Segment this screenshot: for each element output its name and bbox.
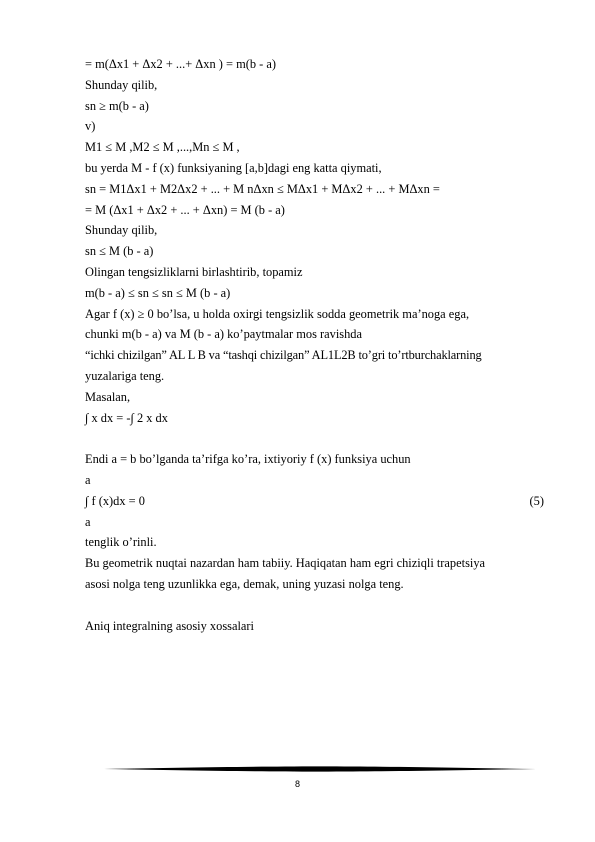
- text-line-25: Bu geometrik nuqtai nazardan ham tabiiy. Haqiqatan ham egri chiziqli trapetsiya: [85, 556, 486, 571]
- document-body: [85, 54, 550, 636]
- text-line-20: Endi a = b bo’lganda ta’rifga ko’ra, ixtiyoriy f (x) funksiya uchun: [85, 452, 411, 467]
- integral-lower-limit: a: [85, 514, 91, 529]
- text-line-8: = M (Δx1 + Δx2 + ... + Δxn) = M (b - a): [85, 202, 285, 217]
- blank-line-1: [85, 428, 550, 449]
- text-line-6: bu yerda M - f (x) funksiyaning [a,b]dagi eng katta qiymati,: [85, 160, 382, 175]
- blank-line-2: [85, 595, 550, 616]
- text-line-3: sn ≥ m(b - a): [85, 98, 149, 113]
- text-line-9: Shunday qilib,: [85, 223, 158, 238]
- text-line-16: yuzalariga teng.: [85, 368, 165, 383]
- text-line-12: m(b - a) ≤ sn ≤ sn ≤ M (b - a): [85, 285, 231, 300]
- equation-number: (5): [529, 493, 544, 508]
- text-line-11: Olingan tengsizliklarni birlashtirib, topamiz: [85, 264, 303, 279]
- text-line-10: sn ≤ M (b - a): [85, 244, 154, 259]
- text-line-5: M1 ≤ M ,M2 ≤ M ,...,Mn ≤ M ,: [85, 140, 240, 155]
- text-line-17: Masalan,: [85, 389, 131, 404]
- section-heading: Aniq integralning asosiy xossalari: [85, 618, 254, 633]
- page-number: 8: [294, 779, 300, 789]
- footer-rule: [104, 766, 536, 772]
- text-line-1: = m(Δx1 + Δx2 + ...+ Δxn ) = m(b - a): [85, 57, 276, 71]
- equation-row: [85, 491, 550, 512]
- text-line-13: Agar f (x) ≥ 0 bo’lsa, u holda oxirgi tengsizlik sodda geometrik ma’noga ega,: [85, 306, 470, 321]
- text-line-14: chunki m(b - a) va M (b - a) ko’paytmalar mos ravishda: [85, 327, 362, 342]
- text-line-15: “ichki chizilgan” AL L B va “tashqi chizilgan” AL1L2B to’gri to’rtburchaklarning: [85, 348, 482, 363]
- integral-upper-limit: a: [85, 472, 91, 487]
- text-line-4: v): [85, 119, 96, 134]
- text-line-24: tenglik o’rinli.: [85, 535, 157, 550]
- text-line-26: asosi nolga teng uzunlikka ega, demak, uning yuzasi nolga teng.: [85, 576, 404, 591]
- text-line-7: sn = M1Δx1 + M2Δx2 + ... + M nΔxn ≤ MΔx1 + MΔx2 + ... + MΔxn =: [85, 181, 440, 196]
- text-line-2: Shunday qilib,: [85, 77, 158, 92]
- integral-equation: ∫ f (x)dx = 0: [85, 493, 145, 508]
- text-line-18: ∫ x dx = -∫ 2 x dx: [85, 410, 168, 425]
